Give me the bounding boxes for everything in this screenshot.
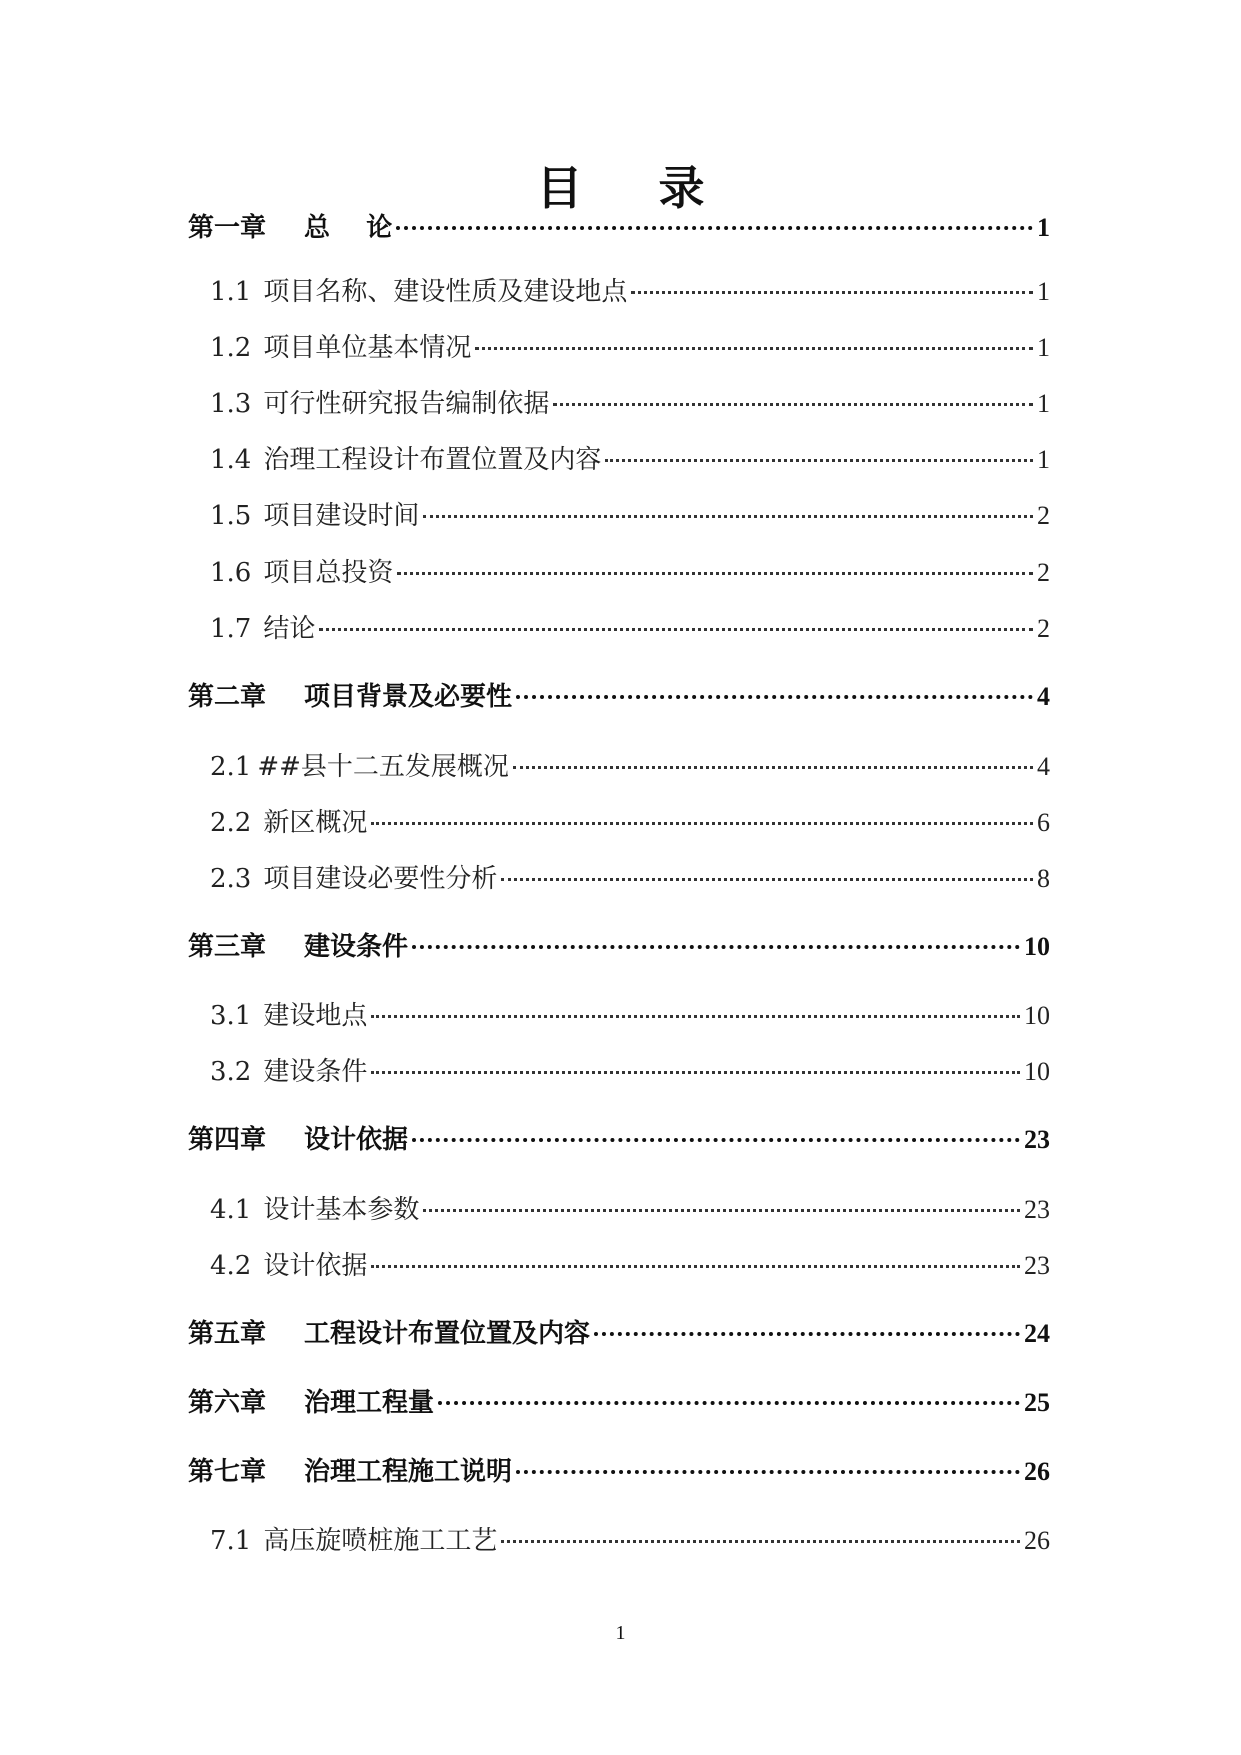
toc-entry-chapter[interactable] [188, 1312, 1050, 1356]
toc-dot-leader [412, 945, 1020, 949]
toc-entry-section[interactable] [210, 857, 1050, 901]
toc-entry-section[interactable] [210, 801, 1050, 845]
toc-entry-chapter[interactable] [188, 1381, 1050, 1425]
toc-entry-number: 2.3 [210, 864, 252, 894]
toc-dot-leader [553, 403, 1033, 406]
toc-dot-leader [516, 1470, 1020, 1474]
toc-entry-title: 建设地点 [263, 1001, 368, 1031]
toc-entry-chapter[interactable] [188, 1118, 1050, 1162]
toc-entry-page: 23 [1024, 1125, 1050, 1154]
toc-entry-page: 24 [1024, 1319, 1050, 1348]
toc-dot-leader [371, 1071, 1020, 1074]
toc-entry-title: ##县十二五发展概况 [257, 752, 509, 782]
toc-dot-leader [423, 1209, 1020, 1212]
toc-entry-page: 4 [1037, 682, 1050, 711]
toc-entry-number: 1.2 [210, 333, 252, 363]
toc-entry-number: 第六章 [188, 1388, 267, 1418]
toc-entry-page: 10 [1024, 1001, 1050, 1030]
toc-entry-page: 1 [1037, 213, 1050, 242]
toc-entry-section[interactable] [210, 270, 1050, 314]
toc-dot-leader [423, 515, 1033, 518]
toc-entry-number: 1.3 [210, 389, 252, 419]
toc-entry-section[interactable] [210, 1188, 1050, 1232]
toc-dot-leader [605, 459, 1033, 462]
toc-entry-page: 10 [1024, 1057, 1050, 1086]
toc-dot-leader [594, 1332, 1020, 1336]
toc-entry-title: 项目建设必要性分析 [263, 864, 498, 894]
toc-dot-leader [631, 291, 1033, 294]
toc-entry-section[interactable] [210, 1519, 1050, 1563]
toc-entry-chapter[interactable] [188, 925, 1050, 969]
toc-entry-number: 3.1 [210, 1001, 252, 1031]
toc-entry-number: 第一章 [188, 213, 267, 243]
toc-entry-title: 项目名称、建设性质及建设地点 [263, 277, 628, 307]
toc-entry-title: 项目单位基本情况 [263, 333, 472, 363]
toc-entry-chapter[interactable] [188, 675, 1050, 719]
toc-entry-page: 1 [1037, 277, 1050, 306]
toc-entry-section[interactable] [210, 551, 1050, 595]
toc-entry-title: 新区概况 [263, 808, 368, 838]
toc-dot-leader [396, 226, 1033, 230]
toc-entry-page: 6 [1037, 808, 1050, 837]
toc-entry-title: 结论 [263, 614, 316, 644]
toc-entry-number: 2.2 [210, 808, 252, 838]
toc-entry-chapter[interactable] [188, 206, 1050, 250]
toc-entry-title: 设计依据 [263, 1251, 368, 1281]
toc-dot-leader [371, 1265, 1020, 1268]
toc-entry-number: 4.1 [210, 1195, 252, 1225]
toc-entry-page: 2 [1037, 558, 1050, 587]
toc-entry-section[interactable] [210, 494, 1050, 538]
toc-entry-page: 2 [1037, 501, 1050, 530]
toc-entry-page: 1 [1037, 389, 1050, 418]
toc-entry-section[interactable] [210, 745, 1050, 789]
toc-entry-section[interactable] [210, 1244, 1050, 1288]
toc-entry-number: 3.2 [210, 1057, 252, 1087]
toc-entry-page: 8 [1037, 864, 1050, 893]
toc-entry-number: 2.1 [210, 752, 252, 782]
toc-dot-leader [371, 822, 1033, 825]
toc-dot-leader [438, 1401, 1020, 1405]
toc-entry-page: 1 [1037, 333, 1050, 362]
toc-entry-title: 项目背景及必要性 [304, 682, 513, 712]
toc-entry-number: 第三章 [188, 932, 267, 962]
toc-entry-section[interactable] [210, 994, 1050, 1038]
toc-entry-number: 第四章 [188, 1125, 267, 1155]
toc-entry-title: 设计基本参数 [263, 1195, 420, 1225]
toc-entry-section[interactable] [210, 326, 1050, 370]
toc-entry-number: 4.2 [210, 1251, 252, 1281]
toc-dot-leader [501, 878, 1033, 881]
toc-entry-title: 高压旋喷桩施工工艺 [263, 1526, 498, 1556]
toc-entry-section[interactable] [210, 382, 1050, 426]
toc-dot-leader [516, 695, 1033, 699]
toc-entry-page: 1 [1037, 445, 1050, 474]
toc-entry-page: 25 [1024, 1388, 1050, 1417]
toc-entry-page: 2 [1037, 614, 1050, 643]
toc-entry-title: 项目总投资 [263, 558, 394, 588]
toc-entry-number: 第二章 [188, 682, 267, 712]
toc-entry-title: 设计依据 [304, 1125, 409, 1155]
toc-entry-number: 1.5 [210, 501, 252, 531]
toc-dot-leader [371, 1015, 1020, 1018]
toc-dot-leader [513, 766, 1033, 769]
toc-entry-page: 26 [1024, 1526, 1050, 1555]
toc-entry-chapter[interactable] [188, 1450, 1050, 1494]
toc-dot-leader [319, 628, 1033, 631]
toc-dot-leader [412, 1138, 1020, 1142]
toc-entry-number: 第七章 [188, 1457, 267, 1487]
toc-entry-section[interactable] [210, 607, 1050, 651]
toc-entry-number: 1.7 [210, 614, 252, 644]
toc-entry-title: 治理工程量 [304, 1388, 435, 1418]
toc-entry-page: 23 [1024, 1251, 1050, 1280]
toc-entry-title: 项目建设时间 [263, 501, 420, 531]
toc-entry-page: 26 [1024, 1457, 1050, 1486]
toc-entry-number: 7.1 [210, 1526, 252, 1556]
toc-entry-title: 工程设计布置位置及内容 [304, 1319, 591, 1349]
toc-entry-title: 建设条件 [263, 1057, 368, 1087]
toc-entry-page: 10 [1024, 932, 1050, 961]
toc-entry-title: 治理工程施工说明 [304, 1457, 513, 1487]
toc-entry-number: 1.6 [210, 558, 252, 588]
toc-entry-title: 可行性研究报告编制依据 [263, 389, 550, 419]
toc-dot-leader [501, 1540, 1020, 1543]
toc-entry-title: 建设条件 [304, 932, 409, 962]
toc-dot-leader [397, 572, 1033, 575]
toc-title: 目 录 [536, 161, 735, 215]
toc-entry-page: 4 [1037, 752, 1050, 781]
toc-entry-number: 1.1 [210, 277, 252, 307]
toc-entry-page: 23 [1024, 1195, 1050, 1224]
toc-entry-number: 第五章 [188, 1319, 267, 1349]
toc-entry-title: 治理工程设计布置位置及内容 [263, 445, 602, 475]
toc-entry-section[interactable] [210, 438, 1050, 482]
toc-entry-section[interactable] [210, 1050, 1050, 1094]
toc-dot-leader [475, 347, 1033, 350]
toc-entry-number: 1.4 [210, 445, 252, 475]
toc-entry-title: 总 论 [304, 213, 393, 243]
page-number: 1 [615, 1622, 626, 1644]
